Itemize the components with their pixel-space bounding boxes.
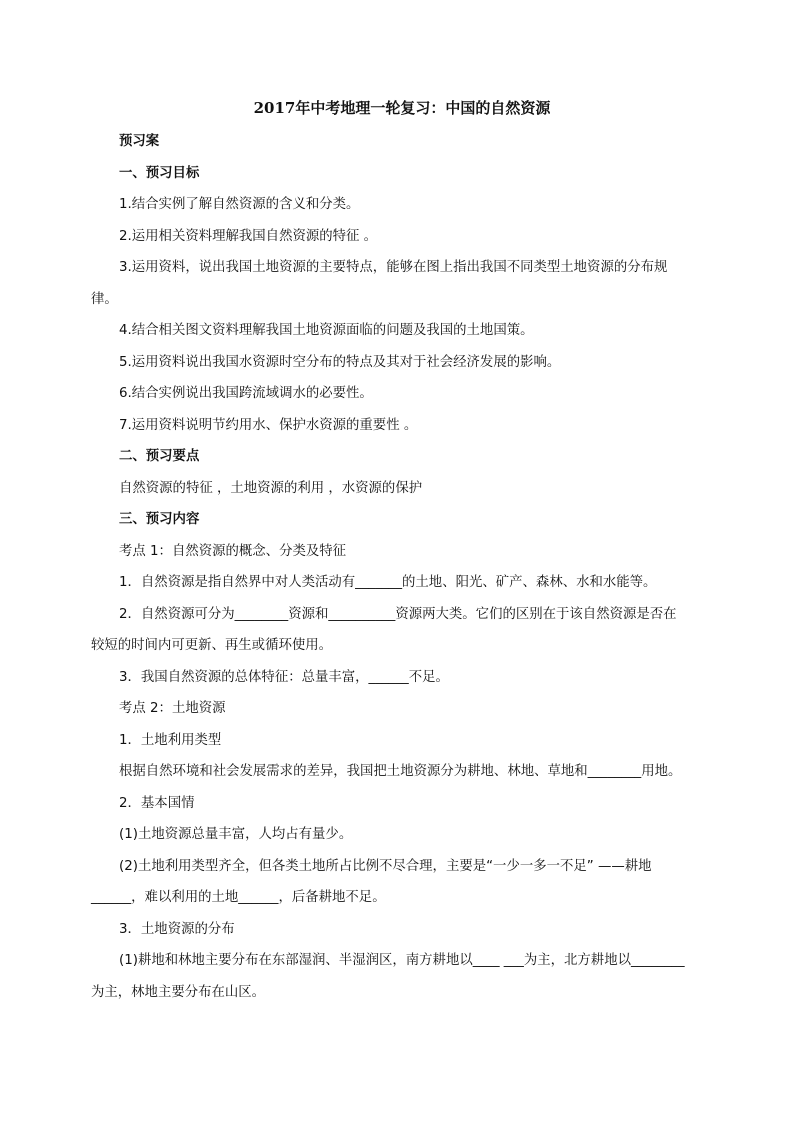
text-line: 3．我国自然资源的总体特征：总量丰富，______不足。 [119, 669, 449, 685]
text-line: ______，难以利用的土地______，后备耕地不足。 [91, 890, 386, 905]
document-page [91, 98, 703, 1008]
text-line: 2．基本国情 [119, 795, 195, 811]
text-line: 自然资源的特征 ，土地资源的利用 ，水资源的保护 [119, 480, 423, 496]
text-line: (1)耕地和林地主要分布在东部湿润、半湿润区，南方耕地以____ ___为主，北方耕地以________ [119, 953, 685, 968]
text-line: 律。 [91, 291, 118, 307]
text-line: 较短的时间内可更新、再生或循环使用。 [91, 638, 333, 653]
text-line: (1)土地资源总量丰富，人均占有量少。 [119, 827, 353, 842]
text-line: 根据自然环境和社会发展需求的差异，我国把土地资源分为耕地、林地、草地和________用地。 [119, 764, 682, 779]
text-line: 2.运用相关资料理解我国自然资源的特征 。 [119, 228, 378, 244]
text-line: 1．自然资源是指自然界中对人类活动有_______的土地、阳光、矿产、森林、水和水能等。 [119, 575, 657, 590]
section-heading: 一、预习目标 [119, 165, 200, 181]
text-line: 1.结合实例了解自然资源的含义和分类。 [119, 197, 360, 212]
text-line: 3.运用资料，说出我国土地资源的主要特点，能够在图上指出我国不同类型土地资源的分布规 [119, 260, 668, 275]
text-line: (2)土地利用类型齐全，但各类土地所占比例不尽合理，主要是“一少一多一不足” ——耕地 [119, 858, 652, 874]
text-line: 7.运用资料说明节约用水、保护水资源的重要性 。 [119, 417, 418, 433]
text-line: 4.结合相关图文资料理解我国土地资源面临的问题及我国的土地国策。 [119, 323, 534, 338]
text-line: 考点 2：土地资源 [119, 701, 226, 716]
document-title: 2017年中考地理一轮复习：中国的自然资源 [253, 99, 551, 117]
text-line: 2．自然资源可分为________资源和__________资源两大类。它们的区别在于该自然资源是否在 [119, 606, 677, 622]
text-line: 为主，林地主要分布在山区。 [91, 984, 266, 1000]
text-line: 6.结合实例说出我国跨流域调水的必要性。 [119, 386, 373, 401]
text-line: 5.运用资料说出我国水资源时空分布的特点及其对于社会经济发展的影响。 [119, 354, 561, 370]
document-body [91, 126, 703, 1008]
text-line: 1．土地利用类型 [119, 732, 222, 748]
text-line: 考点 1：自然资源的概念、分类及特征 [119, 543, 347, 559]
section-heading: 预习案 [119, 134, 160, 149]
text-line: 3．土地资源的分布 [119, 921, 235, 937]
section-heading: 三、预习内容 [119, 512, 200, 527]
section-heading: 二、预习要点 [119, 449, 200, 464]
